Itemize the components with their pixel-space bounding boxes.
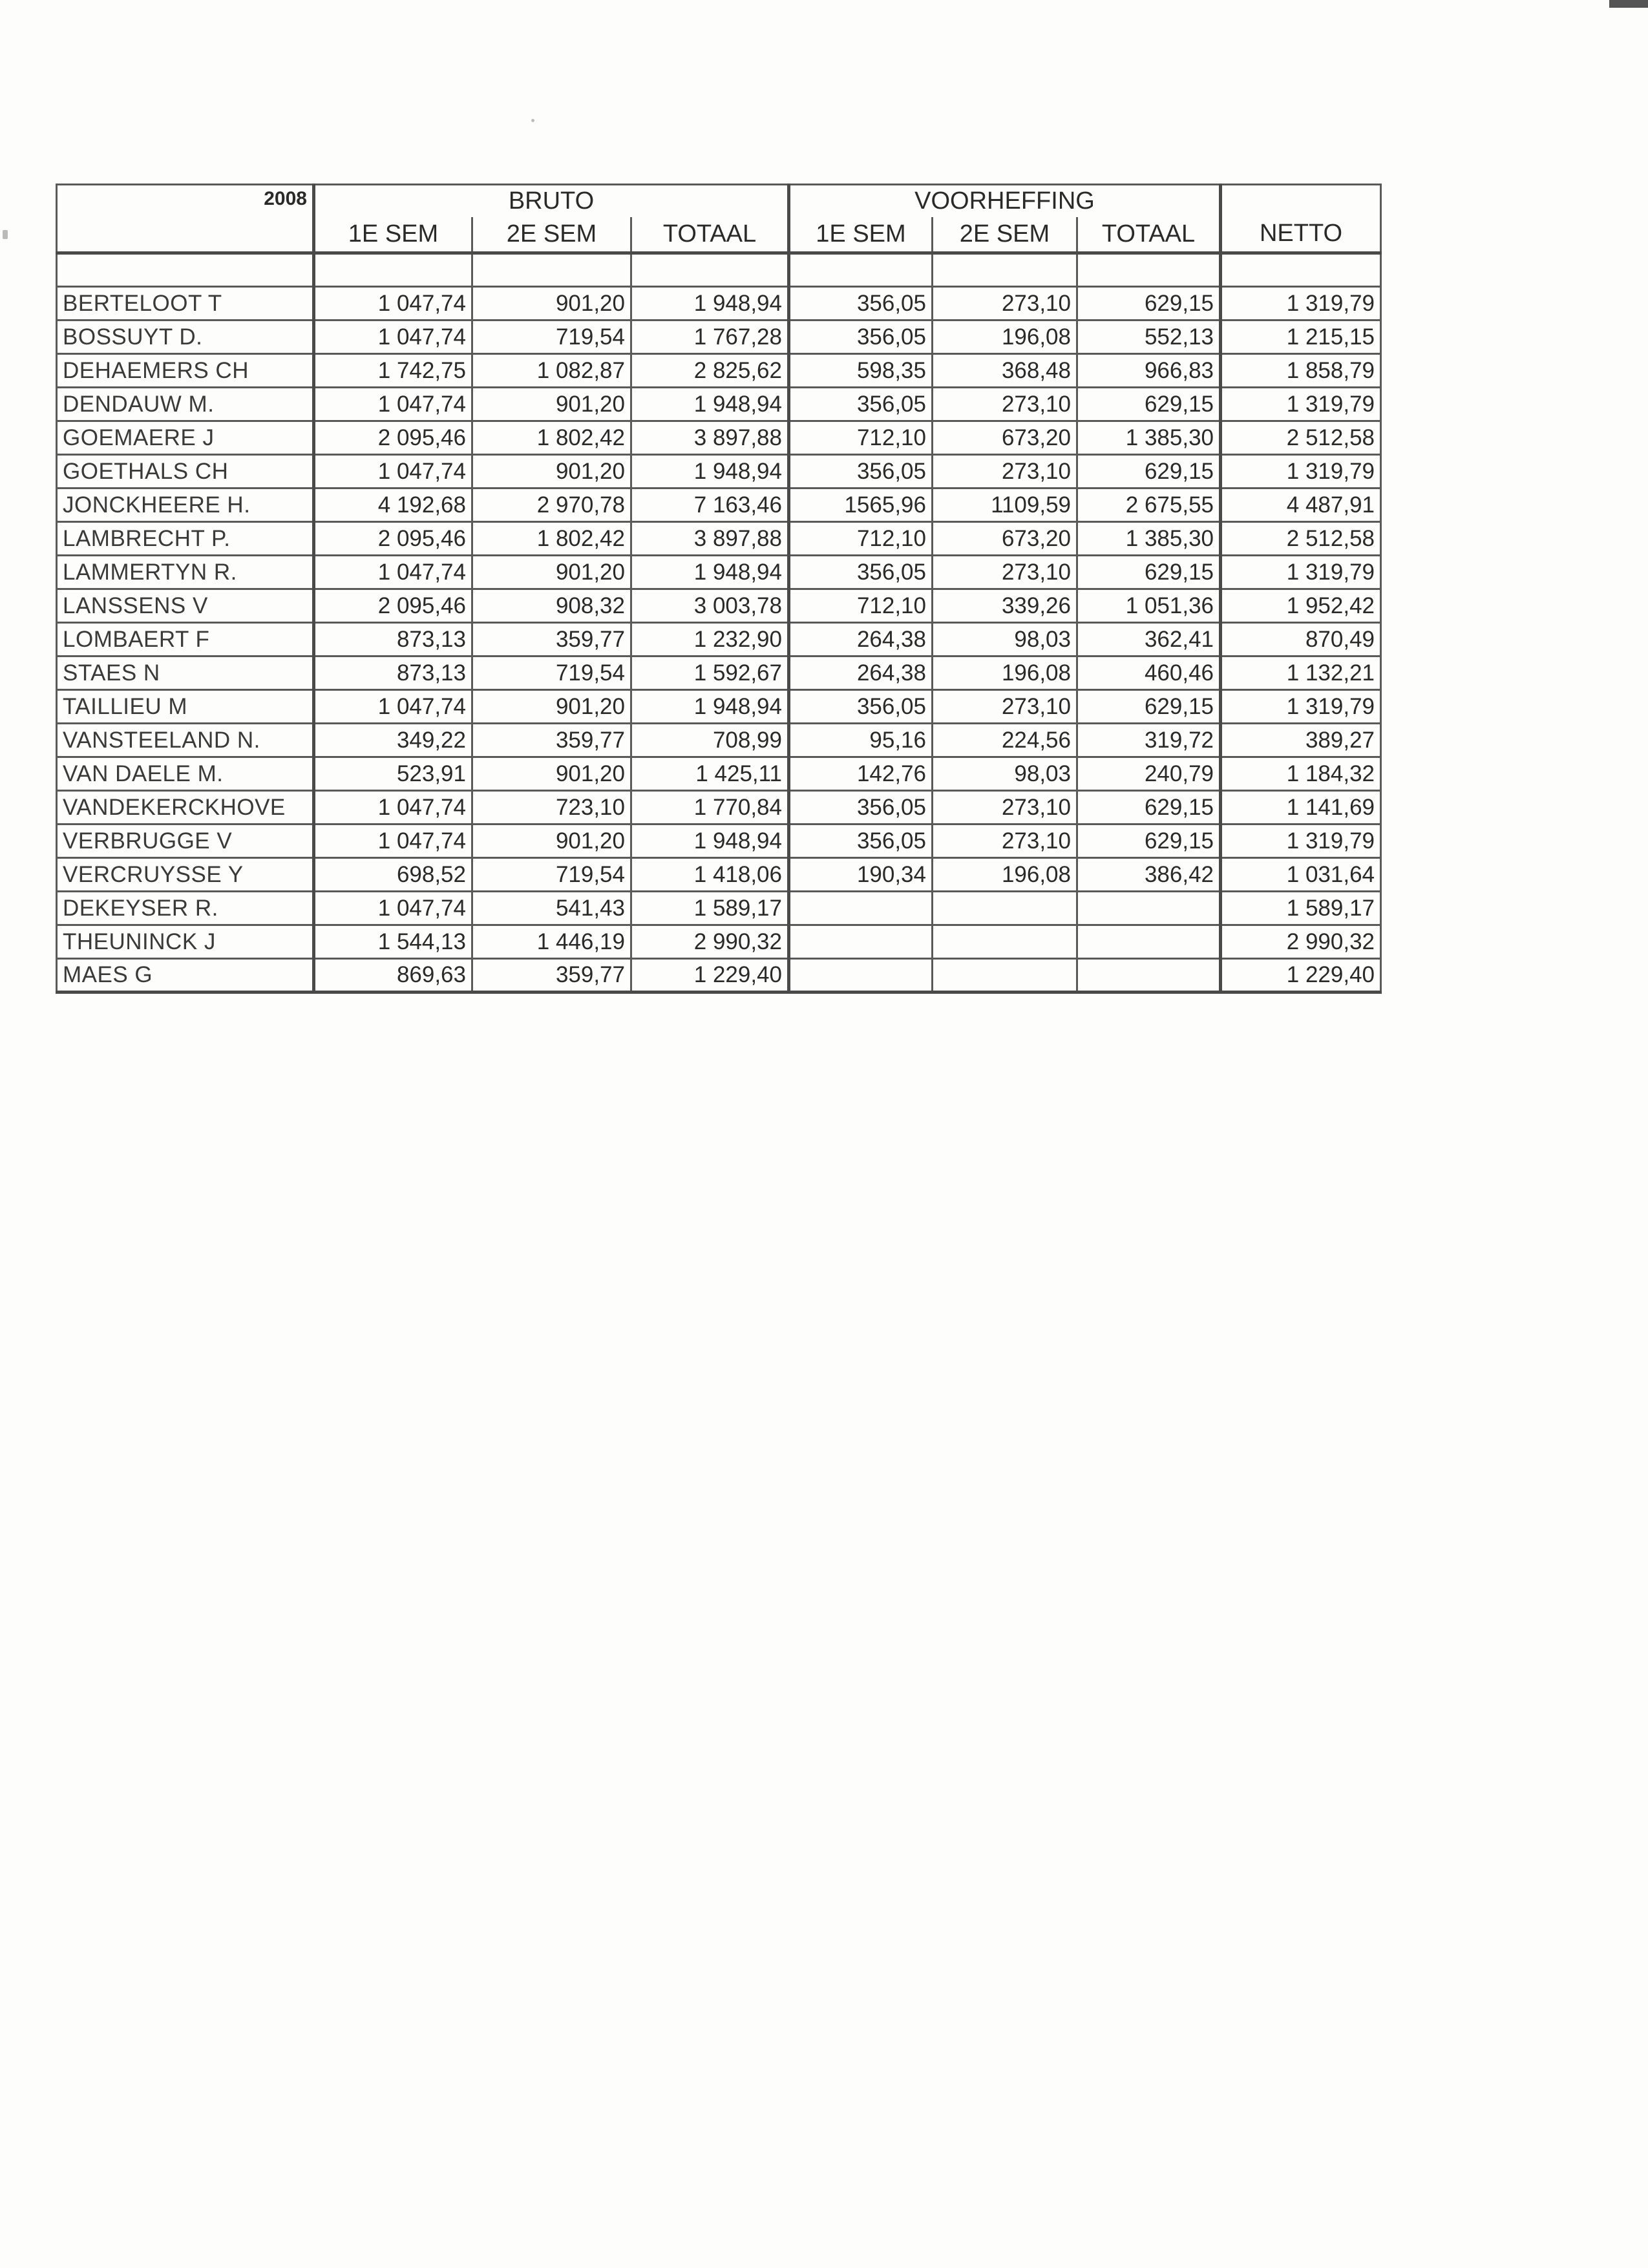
bruto-totaal-cell: 1 948,94	[631, 690, 789, 724]
voorheffing-group-header: VOORHEFFING	[789, 185, 1221, 217]
bruto-totaal-cell: 1 948,94	[631, 388, 789, 421]
table-row	[57, 320, 1381, 354]
netto-cell: 1 319,79	[1221, 388, 1381, 421]
voorh-2e-sem-cell: 673,20	[933, 522, 1077, 556]
table-row	[57, 287, 1381, 320]
bruto-2e-sem-cell: 901,20	[472, 824, 631, 858]
bruto-2e-sem-cell: 901,20	[472, 757, 631, 791]
bruto-totaal-cell: 7 163,46	[631, 488, 789, 522]
bruto-2e-sem-cell: 901,20	[472, 690, 631, 724]
bruto-1e-sem-cell: 4 192,68	[314, 488, 472, 522]
bruto-2e-sem-cell: 1 802,42	[472, 522, 631, 556]
voorh-1e-sem-cell: 356,05	[789, 388, 933, 421]
bruto-1e-sem-cell: 1 047,74	[314, 892, 472, 925]
netto-cell: 1 952,42	[1221, 589, 1381, 623]
empty-cell	[789, 253, 933, 287]
netto-cell: 2 512,58	[1221, 421, 1381, 455]
voorh-1e-sem-cell: 1565,96	[789, 488, 933, 522]
table-row	[57, 757, 1381, 791]
voorh-totaal-cell: 552,13	[1077, 320, 1221, 354]
table-row	[57, 892, 1381, 925]
employee-name-cell: DEKEYSER R.	[57, 892, 314, 925]
bruto-1e-sem-header: 1E SEM	[314, 217, 472, 253]
voorh-totaal-cell: 1 385,30	[1077, 522, 1221, 556]
empty-cell	[631, 253, 789, 287]
bruto-1e-sem-cell: 1 047,74	[314, 556, 472, 589]
bruto-1e-sem-cell: 1 047,74	[314, 791, 472, 824]
table-row	[57, 522, 1381, 556]
empty-cell	[933, 253, 1077, 287]
netto-cell: 1 215,15	[1221, 320, 1381, 354]
table-row	[57, 623, 1381, 656]
voorh-totaal-cell: 386,42	[1077, 858, 1221, 892]
employee-name-cell: DEHAEMERS CH	[57, 354, 314, 388]
netto-cell: 1 319,79	[1221, 690, 1381, 724]
netto-cell: 1 589,17	[1221, 892, 1381, 925]
voorh-1e-sem-cell: 356,05	[789, 320, 933, 354]
voorh-totaal-cell: 1 385,30	[1077, 421, 1221, 455]
netto-cell: 1 184,32	[1221, 757, 1381, 791]
employee-name-cell: VAN DAELE M.	[57, 757, 314, 791]
employee-name-cell: LAMBRECHT P.	[57, 522, 314, 556]
bruto-2e-sem-cell: 901,20	[472, 388, 631, 421]
table-row	[57, 455, 1381, 488]
table-row	[57, 421, 1381, 455]
voorh-totaal-header: TOTAAL	[1077, 217, 1221, 253]
bruto-2e-sem-cell: 359,77	[472, 724, 631, 757]
employee-name-cell: MAES G	[57, 959, 314, 992]
netto-cell: 1 132,21	[1221, 656, 1381, 690]
bruto-totaal-cell: 1 425,11	[631, 757, 789, 791]
employee-name-cell: STAES N	[57, 656, 314, 690]
employee-name-cell: LAMMERTYN R.	[57, 556, 314, 589]
bruto-2e-sem-cell: 541,43	[472, 892, 631, 925]
voorh-2e-sem-cell	[933, 959, 1077, 992]
voorh-2e-sem-cell: 196,08	[933, 858, 1077, 892]
bruto-2e-sem-cell: 359,77	[472, 623, 631, 656]
bruto-totaal-cell: 1 948,94	[631, 556, 789, 589]
bruto-2e-sem-cell: 723,10	[472, 791, 631, 824]
table-row	[57, 925, 1381, 959]
voorh-totaal-cell	[1077, 959, 1221, 992]
employee-name-cell: JONCKHEERE H.	[57, 488, 314, 522]
voorh-1e-sem-cell: 356,05	[789, 791, 933, 824]
bruto-2e-sem-cell: 719,54	[472, 320, 631, 354]
voorh-totaal-cell: 1 051,36	[1077, 589, 1221, 623]
netto-cell: 1 319,79	[1221, 287, 1381, 320]
employee-name-cell: TAILLIEU M	[57, 690, 314, 724]
voorh-1e-sem-cell: 95,16	[789, 724, 933, 757]
bruto-1e-sem-cell: 1 047,74	[314, 388, 472, 421]
bruto-totaal-cell: 3 003,78	[631, 589, 789, 623]
voorh-totaal-cell: 629,15	[1077, 455, 1221, 488]
voorh-2e-sem-cell: 273,10	[933, 690, 1077, 724]
voorh-2e-sem-cell: 196,08	[933, 656, 1077, 690]
voorh-1e-sem-cell	[789, 892, 933, 925]
table-body	[57, 253, 1381, 992]
bruto-totaal-cell: 1 767,28	[631, 320, 789, 354]
netto-cell: 1 858,79	[1221, 354, 1381, 388]
voorh-1e-sem-cell: 356,05	[789, 824, 933, 858]
voorh-2e-sem-cell: 273,10	[933, 556, 1077, 589]
voorh-2e-sem-cell: 273,10	[933, 824, 1077, 858]
voorh-1e-sem-cell: 264,38	[789, 623, 933, 656]
empty-cell	[1221, 253, 1381, 287]
bruto-2e-sem-cell: 901,20	[472, 287, 631, 320]
empty-cell	[57, 253, 314, 287]
bruto-1e-sem-cell: 1 047,74	[314, 690, 472, 724]
employee-name-cell: LOMBAERT F	[57, 623, 314, 656]
netto-cell: 870,49	[1221, 623, 1381, 656]
empty-cell	[1077, 253, 1221, 287]
voorh-2e-sem-cell: 98,03	[933, 757, 1077, 791]
bruto-totaal-cell: 1 770,84	[631, 791, 789, 824]
voorh-totaal-cell: 629,15	[1077, 556, 1221, 589]
netto-cell: 4 487,91	[1221, 488, 1381, 522]
bruto-totaal-cell: 1 232,90	[631, 623, 789, 656]
voorh-2e-sem-header: 2E SEM	[933, 217, 1077, 253]
netto-cell: 389,27	[1221, 724, 1381, 757]
netto-cell: 2 990,32	[1221, 925, 1381, 959]
spacer-row	[57, 253, 1381, 287]
empty-cell	[314, 253, 472, 287]
bruto-totaal-cell: 2 990,32	[631, 925, 789, 959]
employee-name-cell: DENDAUW M.	[57, 388, 314, 421]
voorh-1e-sem-cell: 142,76	[789, 757, 933, 791]
employee-name-cell: BERTELOOT T	[57, 287, 314, 320]
voorh-1e-sem-cell: 356,05	[789, 556, 933, 589]
voorh-totaal-cell: 629,15	[1077, 287, 1221, 320]
voorh-2e-sem-cell	[933, 892, 1077, 925]
bruto-1e-sem-cell: 523,91	[314, 757, 472, 791]
employee-name-cell: BOSSUYT D.	[57, 320, 314, 354]
table-row	[57, 791, 1381, 824]
bruto-2e-sem-cell: 719,54	[472, 858, 631, 892]
bruto-1e-sem-cell: 2 095,46	[314, 421, 472, 455]
bruto-totaal-cell: 1 948,94	[631, 287, 789, 320]
bruto-totaal-cell: 3 897,88	[631, 421, 789, 455]
netto-cell: 1 319,79	[1221, 556, 1381, 589]
employee-name-cell: VANSTEELAND N.	[57, 724, 314, 757]
bruto-totaal-cell: 1 589,17	[631, 892, 789, 925]
voorh-totaal-cell	[1077, 892, 1221, 925]
table-row	[57, 858, 1381, 892]
voorh-2e-sem-cell: 196,08	[933, 320, 1077, 354]
voorh-totaal-cell: 629,15	[1077, 791, 1221, 824]
netto-cell: 1 141,69	[1221, 791, 1381, 824]
voorh-totaal-cell: 629,15	[1077, 824, 1221, 858]
bruto-1e-sem-cell: 1 047,74	[314, 455, 472, 488]
voorh-2e-sem-cell: 273,10	[933, 455, 1077, 488]
table-row	[57, 488, 1381, 522]
bruto-2e-sem-cell: 719,54	[472, 656, 631, 690]
bruto-1e-sem-cell: 1 047,74	[314, 824, 472, 858]
scan-speck	[3, 230, 8, 239]
voorh-totaal-cell: 2 675,55	[1077, 488, 1221, 522]
bruto-2e-sem-cell: 908,32	[472, 589, 631, 623]
voorh-2e-sem-cell: 224,56	[933, 724, 1077, 757]
voorh-totaal-cell: 460,46	[1077, 656, 1221, 690]
bruto-1e-sem-cell: 2 095,46	[314, 522, 472, 556]
voorh-1e-sem-cell: 264,38	[789, 656, 933, 690]
voorh-1e-sem-cell: 712,10	[789, 589, 933, 623]
voorh-2e-sem-cell: 273,10	[933, 791, 1077, 824]
bruto-totaal-cell: 1 418,06	[631, 858, 789, 892]
payroll-table	[56, 184, 1382, 994]
bruto-2e-sem-cell: 1 802,42	[472, 421, 631, 455]
bruto-2e-sem-cell: 1 446,19	[472, 925, 631, 959]
table-row	[57, 824, 1381, 858]
bruto-totaal-header: TOTAAL	[631, 217, 789, 253]
bruto-1e-sem-cell: 873,13	[314, 656, 472, 690]
voorh-totaal-cell: 629,15	[1077, 690, 1221, 724]
bruto-1e-sem-cell: 698,52	[314, 858, 472, 892]
employee-name-cell: GOETHALS CH	[57, 455, 314, 488]
netto-cell: 1 031,64	[1221, 858, 1381, 892]
table-row	[57, 556, 1381, 589]
bruto-1e-sem-cell: 1 047,74	[314, 320, 472, 354]
table-row	[57, 589, 1381, 623]
voorh-1e-sem-cell: 712,10	[789, 421, 933, 455]
bruto-1e-sem-cell: 1 544,13	[314, 925, 472, 959]
netto-header: NETTO	[1221, 185, 1381, 253]
bruto-totaal-cell: 1 229,40	[631, 959, 789, 992]
table-row	[57, 959, 1381, 992]
voorh-1e-sem-cell: 598,35	[789, 354, 933, 388]
table-row	[57, 690, 1381, 724]
employee-name-cell: THEUNINCK J	[57, 925, 314, 959]
netto-cell: 1 319,79	[1221, 824, 1381, 858]
employee-name-cell: GOEMAERE J	[57, 421, 314, 455]
netto-cell: 1 319,79	[1221, 455, 1381, 488]
bruto-1e-sem-cell: 1 047,74	[314, 287, 472, 320]
voorh-totaal-cell: 629,15	[1077, 388, 1221, 421]
bruto-totaal-cell: 1 592,67	[631, 656, 789, 690]
bruto-totaal-cell: 1 948,94	[631, 824, 789, 858]
voorh-2e-sem-cell	[933, 925, 1077, 959]
employee-name-cell: VERCRUYSSE Y	[57, 858, 314, 892]
bruto-2e-sem-cell: 2 970,78	[472, 488, 631, 522]
bruto-group-header: BRUTO	[314, 185, 789, 217]
voorh-1e-sem-cell: 712,10	[789, 522, 933, 556]
voorh-1e-sem-cell: 356,05	[789, 287, 933, 320]
bruto-2e-sem-cell: 901,20	[472, 556, 631, 589]
bruto-totaal-cell: 1 948,94	[631, 455, 789, 488]
voorh-1e-sem-cell: 356,05	[789, 690, 933, 724]
bruto-1e-sem-cell: 349,22	[314, 724, 472, 757]
year-label: 2008	[57, 185, 314, 253]
voorh-1e-sem-cell: 190,34	[789, 858, 933, 892]
table-row	[57, 354, 1381, 388]
header-group-row	[57, 185, 1381, 217]
voorh-1e-sem-cell: 356,05	[789, 455, 933, 488]
voorh-2e-sem-cell: 339,26	[933, 589, 1077, 623]
bruto-totaal-cell: 708,99	[631, 724, 789, 757]
bruto-2e-sem-cell: 901,20	[472, 455, 631, 488]
bruto-totaal-cell: 3 897,88	[631, 522, 789, 556]
voorh-2e-sem-cell: 98,03	[933, 623, 1077, 656]
voorh-totaal-cell: 319,72	[1077, 724, 1221, 757]
voorh-2e-sem-cell: 273,10	[933, 287, 1077, 320]
empty-cell	[472, 253, 631, 287]
table-row	[57, 724, 1381, 757]
bruto-1e-sem-cell: 873,13	[314, 623, 472, 656]
voorh-totaal-cell: 966,83	[1077, 354, 1221, 388]
employee-name-cell: VERBRUGGE V	[57, 824, 314, 858]
bruto-2e-sem-cell: 1 082,87	[472, 354, 631, 388]
voorh-2e-sem-cell: 273,10	[933, 388, 1077, 421]
employee-name-cell: LANSSENS V	[57, 589, 314, 623]
voorh-1e-sem-cell	[789, 959, 933, 992]
netto-cell: 1 229,40	[1221, 959, 1381, 992]
voorh-1e-sem-cell	[789, 925, 933, 959]
bruto-2e-sem-header: 2E SEM	[472, 217, 631, 253]
bruto-totaal-cell: 2 825,62	[631, 354, 789, 388]
voorh-1e-sem-header: 1E SEM	[789, 217, 933, 253]
voorh-2e-sem-cell: 673,20	[933, 421, 1077, 455]
bruto-1e-sem-cell: 1 742,75	[314, 354, 472, 388]
employee-name-cell: VANDEKERCKHOVE	[57, 791, 314, 824]
bruto-1e-sem-cell: 869,63	[314, 959, 472, 992]
voorh-2e-sem-cell: 1109,59	[933, 488, 1077, 522]
voorh-2e-sem-cell: 368,48	[933, 354, 1077, 388]
scan-speck	[531, 119, 534, 122]
table-row	[57, 656, 1381, 690]
scan-edge-mark	[1609, 0, 1648, 8]
netto-cell: 2 512,58	[1221, 522, 1381, 556]
bruto-1e-sem-cell: 2 095,46	[314, 589, 472, 623]
bruto-2e-sem-cell: 359,77	[472, 959, 631, 992]
voorh-totaal-cell: 240,79	[1077, 757, 1221, 791]
voorh-totaal-cell	[1077, 925, 1221, 959]
voorh-totaal-cell: 362,41	[1077, 623, 1221, 656]
table-row	[57, 388, 1381, 421]
